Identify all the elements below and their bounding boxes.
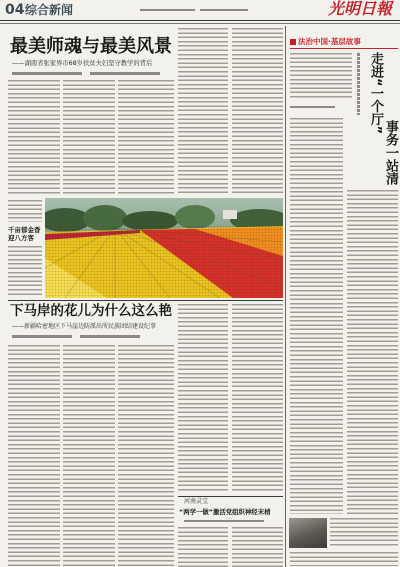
article-2-headline: 下马岸的花儿为什么这么艳 [10, 303, 172, 319]
tulip-field-photo [45, 198, 283, 298]
newspaper-logo: 光明日報 [328, 0, 393, 18]
body-text-block [118, 345, 174, 567]
body-text-block [63, 80, 115, 195]
right-section-rule [290, 48, 398, 49]
body-text-block [178, 304, 228, 493]
article-2-byline [80, 335, 140, 338]
caption-text-block [8, 200, 42, 222]
editor-line-text [200, 9, 248, 11]
square-bullet-icon [290, 39, 296, 45]
photo-caption-text-block [330, 518, 398, 548]
article-1-byline [90, 72, 160, 75]
right-headline-line-2: 事务一站清 [383, 120, 398, 185]
body-text-block [8, 345, 60, 567]
article-3-rule [178, 496, 283, 497]
right-byline [290, 106, 335, 108]
body-text-block [232, 527, 283, 567]
section-title: 综合新闻 [25, 3, 74, 17]
vertical-byline [357, 53, 360, 115]
dateline-text [140, 9, 195, 11]
small-news-photo [289, 518, 327, 548]
body-text-block [232, 28, 283, 195]
article-3-headline: “两学一做”激活党组织神经末梢 [179, 508, 271, 516]
article-1-subtitle: ——湖南省张家界市68岁扶贫夫妇坚守教学的背后 [12, 60, 153, 67]
body-text-block [8, 80, 60, 195]
masthead-rule [0, 20, 400, 21]
body-text-block [178, 28, 228, 195]
body-text-block [178, 527, 228, 567]
section-rule [8, 300, 283, 301]
body-text-block [232, 304, 283, 493]
photo-caption-title: 千亩郁金香迎八方客 [8, 226, 41, 242]
right-headline-line-1: 走进“一个厅” [368, 52, 383, 135]
body-text-block [290, 552, 398, 566]
article-1-byline [12, 72, 82, 75]
masthead-rule-thin [0, 23, 400, 24]
caption-text-block [8, 246, 42, 296]
body-text-block [347, 190, 398, 514]
article-3-kicker: 河南灵宝 [184, 498, 209, 505]
column-divider [285, 26, 286, 567]
article-2-byline [12, 335, 72, 338]
right-section-tag: 法治中国·基层故事 [298, 37, 361, 46]
body-text-block [63, 345, 115, 567]
article-3-byline [184, 520, 264, 522]
body-text-block [118, 80, 174, 195]
body-text-block [290, 53, 352, 99]
article-1-headline: 最美师魂与最美风景 [10, 36, 172, 57]
body-text-block [290, 118, 343, 514]
page-number: 04 [5, 2, 25, 18]
article-2-subtitle: ——新疆哈密地区下马崖边防派出所民族团结建设纪事 [12, 323, 157, 330]
